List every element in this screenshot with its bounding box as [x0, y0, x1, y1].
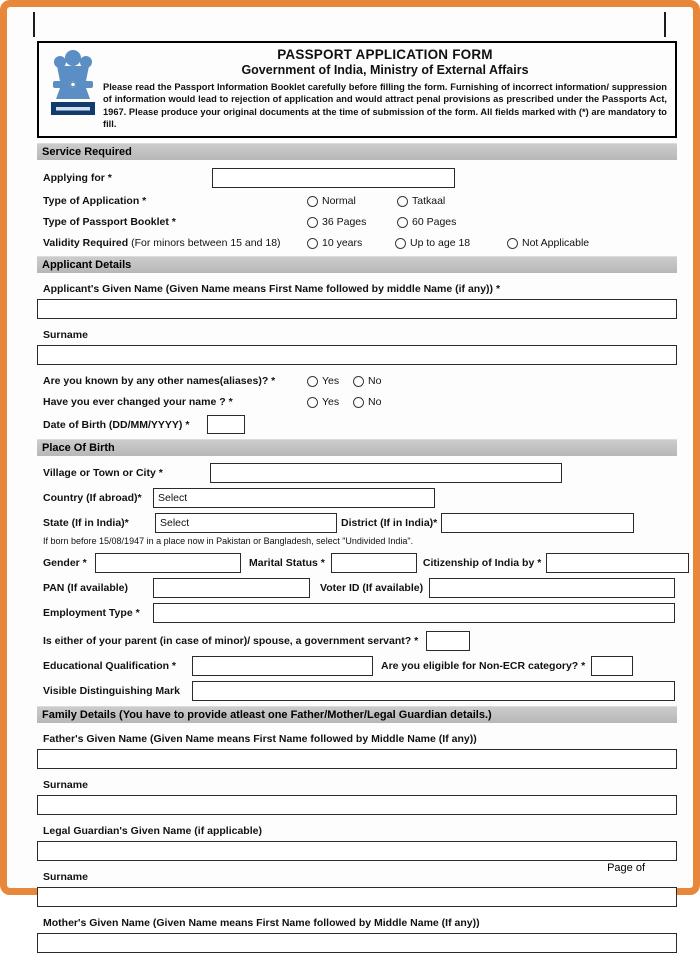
pan-voter-row [37, 578, 677, 598]
gender-marital-citizenship-row [37, 553, 677, 573]
changed-name-row [37, 394, 677, 410]
aliases-label: Are you known by any other names(aliases)? * [43, 375, 276, 388]
application-normal-option [307, 195, 397, 207]
district-label: District (If in India)* [341, 517, 438, 530]
dob-row [37, 415, 677, 434]
father-name-label: Father's Given Name (Given Name means First Name followed by Middle Name (If any)) [43, 733, 477, 746]
booklet-60-radio[interactable] [397, 217, 408, 228]
form-header [37, 41, 677, 138]
changed-yes-option [307, 396, 353, 408]
section-applicant-details: Applicant Details [37, 256, 677, 273]
employment-input[interactable] [153, 603, 675, 623]
changed-yes-label: Yes [322, 396, 340, 409]
marital-status-label: Marital Status * [249, 557, 325, 570]
pan-label: PAN (If available) [43, 582, 128, 595]
validity-na-label: Not Applicable [522, 237, 590, 250]
govt-servant-row [37, 631, 677, 651]
booklet-type-row [37, 214, 677, 230]
guardian-surname-input[interactable] [37, 887, 677, 907]
voter-id-input[interactable] [429, 578, 675, 598]
validity-upto18-option [395, 237, 507, 249]
booklet-60-option [397, 216, 456, 228]
undivided-india-note: If born before 15/08/1947 in a place now in Pakistan or Bangladesh, select "Undivided India". [43, 536, 414, 547]
village-row [37, 463, 677, 483]
employment-label: Employment Type * [43, 607, 140, 620]
application-normal-label: Normal [322, 195, 356, 208]
guardian-name-label: Legal Guardian's Given Name (if applicable) [43, 825, 262, 838]
validity-na-option [507, 237, 589, 249]
changed-no-radio[interactable] [353, 397, 364, 408]
surname-input[interactable] [37, 345, 677, 365]
booklet-60-label: 60 Pages [412, 216, 457, 229]
changed-yes-radio[interactable] [307, 397, 318, 408]
validity-upto18-radio[interactable] [395, 238, 406, 249]
aliases-yes-radio[interactable] [307, 376, 318, 387]
citizenship-input[interactable] [546, 553, 689, 573]
applying-for-input[interactable] [212, 168, 455, 188]
pan-input[interactable] [153, 578, 310, 598]
father-surname-label: Surname [43, 779, 88, 792]
distinguishing-mark-row [37, 681, 677, 701]
village-input[interactable] [210, 463, 562, 483]
validity-required-label: Validity Required (For minors between 15 and 18) [43, 237, 281, 250]
given-name-input[interactable] [37, 299, 677, 319]
state-select[interactable]: Select [155, 513, 337, 533]
form-content [37, 41, 677, 953]
education-nonecr-row [37, 656, 677, 676]
applying-for-label: Applying for * [43, 172, 112, 185]
govt-servant-input[interactable] [426, 631, 470, 651]
aliases-no-label: No [368, 375, 382, 388]
section-service-required: Service Required [37, 143, 677, 160]
non-ecr-label: Are you eligible for Non-ECR category? * [381, 660, 586, 673]
guardian-name-input[interactable] [37, 841, 677, 861]
aliases-yes-option [307, 375, 353, 387]
section-place-of-birth: Place Of Birth [37, 439, 677, 456]
education-label: Educational Qualification * [43, 660, 177, 673]
village-label: Village or Town or City * [43, 467, 163, 480]
country-select[interactable]: Select [153, 488, 435, 508]
form-title: PASSPORT APPLICATION FORM [277, 47, 493, 62]
changed-no-label: No [368, 396, 382, 409]
validity-10years-label: 10 years [322, 237, 363, 250]
validity-upto18-label: Up to age 18 [410, 237, 471, 250]
state-label: State (If in India)* [43, 517, 129, 530]
emblem-of-india-icon [49, 47, 97, 121]
govt-servant-label: Is either of your parent (in case of minor)/ spouse, a government servant? * [43, 635, 419, 648]
education-input[interactable] [192, 656, 373, 676]
application-tatkaal-radio[interactable] [397, 196, 408, 207]
country-row [37, 488, 677, 508]
booklet-36-radio[interactable] [307, 217, 318, 228]
country-label: Country (If abroad)* [43, 492, 142, 505]
aliases-row [37, 373, 677, 389]
dob-label: Date of Birth (DD/MM/YYYY) * [43, 418, 190, 431]
page-edge-mark-right [664, 12, 666, 37]
dob-input[interactable] [207, 415, 245, 434]
booklet-36-option [307, 216, 397, 228]
page-number: Page of [607, 862, 645, 874]
booklet-type-label: Type of Passport Booklet * [43, 216, 176, 229]
form-subtitle: Government of India, Ministry of External Affairs [241, 63, 529, 77]
non-ecr-input[interactable] [591, 656, 633, 676]
validity-required-row [37, 235, 677, 251]
applying-for-row [37, 168, 677, 188]
father-name-input[interactable] [37, 749, 677, 769]
employment-row [37, 603, 677, 623]
aliases-no-option [353, 375, 381, 387]
page-edge-mark-left [33, 12, 35, 37]
changed-name-label: Have you ever changed your name ? * [43, 396, 233, 409]
mother-name-input[interactable] [37, 933, 677, 953]
distinguishing-mark-input[interactable] [192, 681, 675, 701]
gender-label: Gender * [43, 557, 87, 570]
aliases-no-radio[interactable] [353, 376, 364, 387]
application-tatkaal-option [397, 195, 445, 207]
validity-na-radio[interactable] [507, 238, 518, 249]
distinguishing-mark-label: Visible Distinguishing Mark [43, 685, 180, 698]
application-normal-radio[interactable] [307, 196, 318, 207]
application-tatkaal-label: Tatkaal [412, 195, 446, 208]
type-of-application-label: Type of Application * [43, 195, 147, 208]
mother-name-label: Mother's Given Name (Given Name means First Name followed by Middle Name (If any)) [43, 917, 480, 930]
guardian-surname-label: Surname [43, 871, 88, 884]
validity-10years-option [307, 237, 395, 249]
booklet-36-label: 36 Pages [322, 216, 367, 229]
type-of-application-row [37, 193, 677, 209]
aliases-yes-label: Yes [322, 375, 340, 388]
district-input[interactable] [441, 513, 634, 533]
voter-id-label: Voter ID (If available) [320, 582, 424, 595]
gender-input[interactable] [95, 553, 241, 573]
section-family-details: Family Details (You have to provide atleast one Father/Mother/Legal Guardian details.) [37, 706, 677, 723]
changed-no-option [353, 396, 381, 408]
state-district-row [37, 513, 677, 533]
form-instructions: Please read the Passport Information Booklet carefully before filling the form. Furnishing of incorrect information/ suppression of information would lead to rejection of application and would attract penal provisions as prescribed under the Passports Act, 1967. Please produce your original documents at the time of submission of the form. All fields marked with (*) are mandatory to fill. [103, 82, 667, 129]
surname-label: Surname [43, 329, 88, 342]
given-name-label: Applicant's Given Name (Given Name means First Name followed by middle Name (if any)) * [43, 283, 501, 296]
father-surname-input[interactable] [37, 795, 677, 815]
marital-status-input[interactable] [331, 553, 417, 573]
citizenship-label: Citizenship of India by * [422, 557, 542, 570]
validity-10years-radio[interactable] [307, 238, 318, 249]
